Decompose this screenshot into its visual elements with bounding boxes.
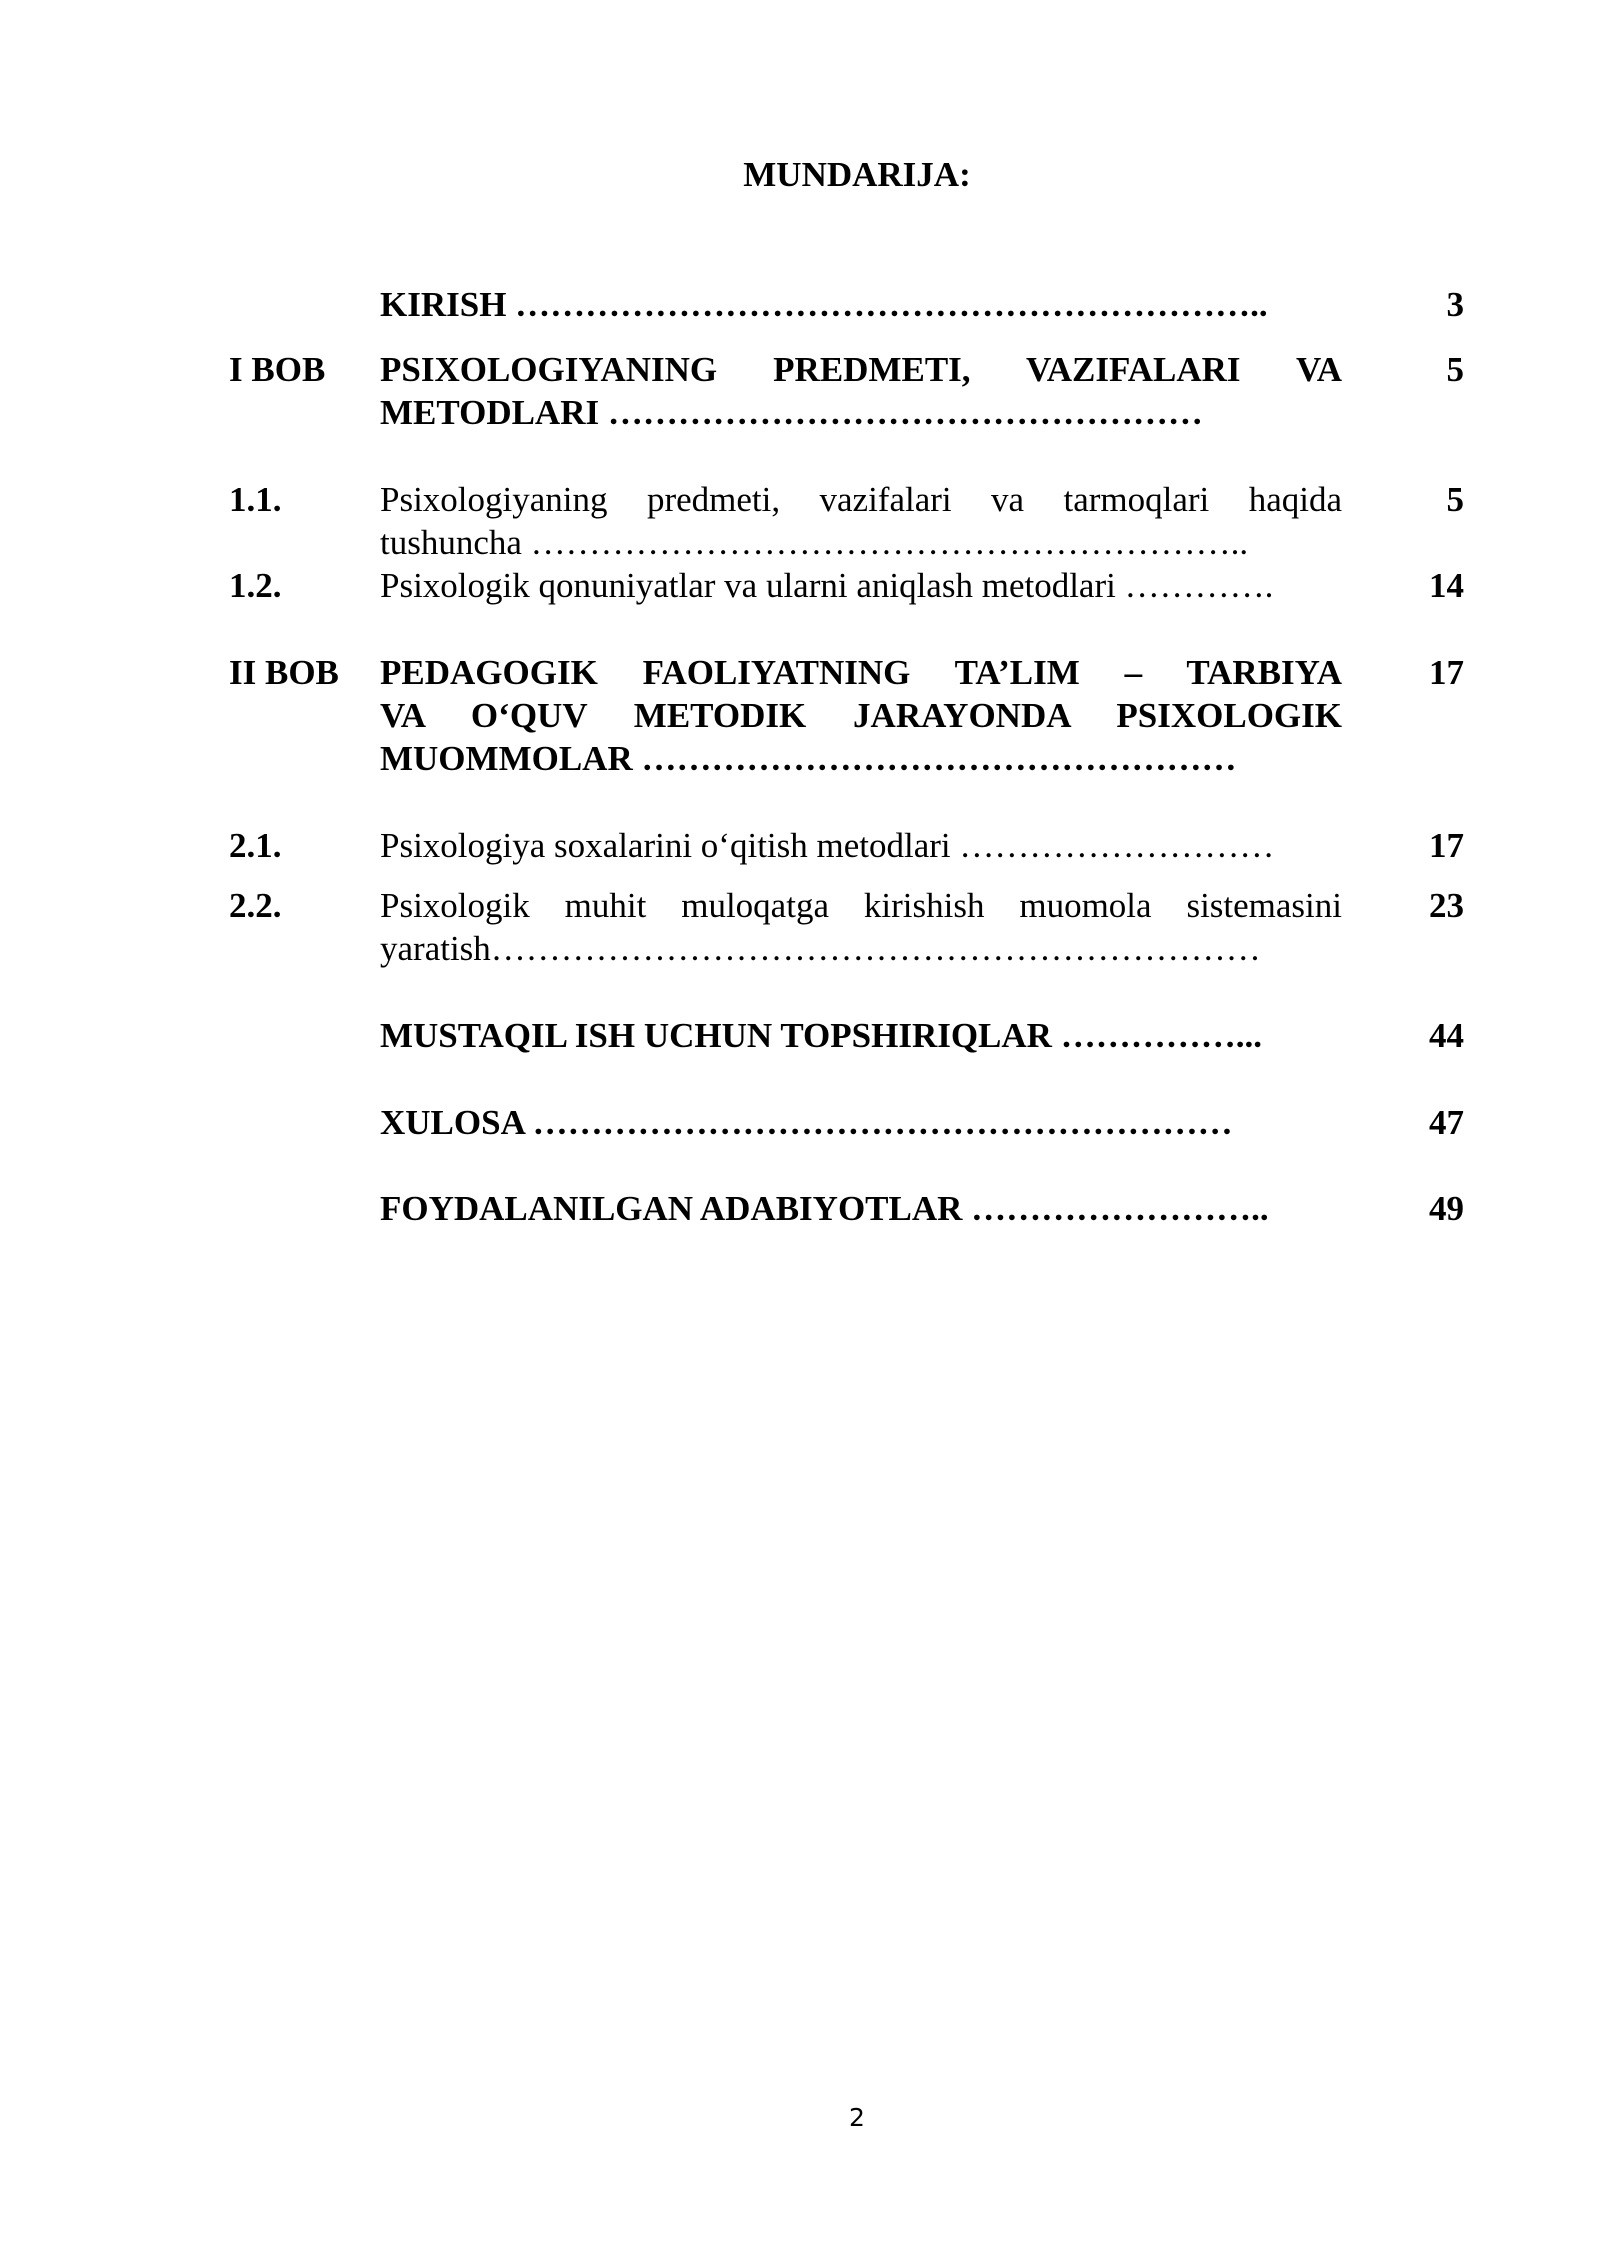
toc-entry-line: PSIXOLOGIYANING PREDMETI, VAZIFALARI VA bbox=[380, 350, 1342, 389]
toc-entry-page: 47 bbox=[1429, 1103, 1464, 1142]
page-title: MUNDARIJA: bbox=[743, 155, 971, 194]
toc-entry-line: VA O‘QUV METODIK JARAYONDA PSIXOLOGIK bbox=[380, 696, 1342, 735]
toc-entry-line: XULOSA …………………………………………………… bbox=[380, 1103, 1233, 1142]
toc-entry-text bbox=[380, 651, 1342, 780]
toc-entry-line: MUSTAQIL ISH UCHUN TOPSHIRIQLAR ……………... bbox=[380, 1016, 1262, 1055]
toc-entry-text bbox=[380, 283, 1342, 326]
toc-entry-text bbox=[380, 884, 1342, 970]
toc-entry-text bbox=[380, 348, 1342, 434]
toc-entry-page: 44 bbox=[1429, 1016, 1464, 1055]
toc-entry-page: 23 bbox=[1429, 886, 1464, 925]
toc-entry-text bbox=[380, 1187, 1342, 1230]
toc-entry-text bbox=[380, 564, 1342, 607]
toc-entry-page: 17 bbox=[1429, 653, 1464, 692]
toc-entry-line: KIRISH ……………………………………………………….. bbox=[380, 285, 1268, 324]
toc-entry-text bbox=[380, 1014, 1342, 1057]
toc-entry-number: 1.1. bbox=[229, 480, 282, 519]
toc-entry-text bbox=[380, 1101, 1342, 1144]
toc-entry-page: 49 bbox=[1429, 1189, 1464, 1228]
toc-entry-number: II BOB bbox=[229, 653, 339, 692]
toc-entry-text bbox=[380, 478, 1342, 564]
page-number: 2 bbox=[849, 2103, 865, 2132]
toc-entry-line: Psixologiya soxalarini o‘qitish metodlari ……………………… bbox=[380, 826, 1275, 865]
toc-entry-number: I BOB bbox=[229, 350, 326, 389]
toc-entry-line: Psixologiyaning predmeti, vazifalari va tarmoqlari haqida bbox=[380, 480, 1342, 519]
toc-entry-line: tushuncha …………………………………………………….. bbox=[380, 523, 1249, 562]
toc-entry-number: 2.2. bbox=[229, 886, 282, 925]
toc-entry-page: 3 bbox=[1446, 285, 1464, 324]
toc-entry-page: 14 bbox=[1429, 566, 1464, 605]
toc-entry-number: 2.1. bbox=[229, 826, 282, 865]
toc-entry-page: 5 bbox=[1446, 480, 1464, 519]
toc-entry-line: MUOMMOLAR …………………………………………… bbox=[380, 739, 1237, 778]
toc-entry-line: Psixologik qonuniyatlar va ularni aniqlash metodlari …………. bbox=[380, 566, 1274, 605]
toc-entry-text bbox=[380, 824, 1342, 867]
toc-entry-number: 1.2. bbox=[229, 566, 282, 605]
toc-entry-page: 17 bbox=[1429, 826, 1464, 865]
toc-entry-line: yaratish………………………………………………………… bbox=[380, 929, 1261, 968]
toc-entry-page: 5 bbox=[1446, 350, 1464, 389]
toc-entry-line: METODLARI …………………………………………… bbox=[380, 393, 1203, 432]
toc-entry-line: Psixologik muhit muloqatga kirishish muomola sistemasini bbox=[380, 886, 1342, 925]
toc-entry-line: FOYDALANILGAN ADABIYOTLAR …………………….. bbox=[380, 1189, 1269, 1228]
toc-entry-line: PEDAGOGIK FAOLIYATNING TA’LIM – TARBIYA bbox=[380, 653, 1342, 692]
